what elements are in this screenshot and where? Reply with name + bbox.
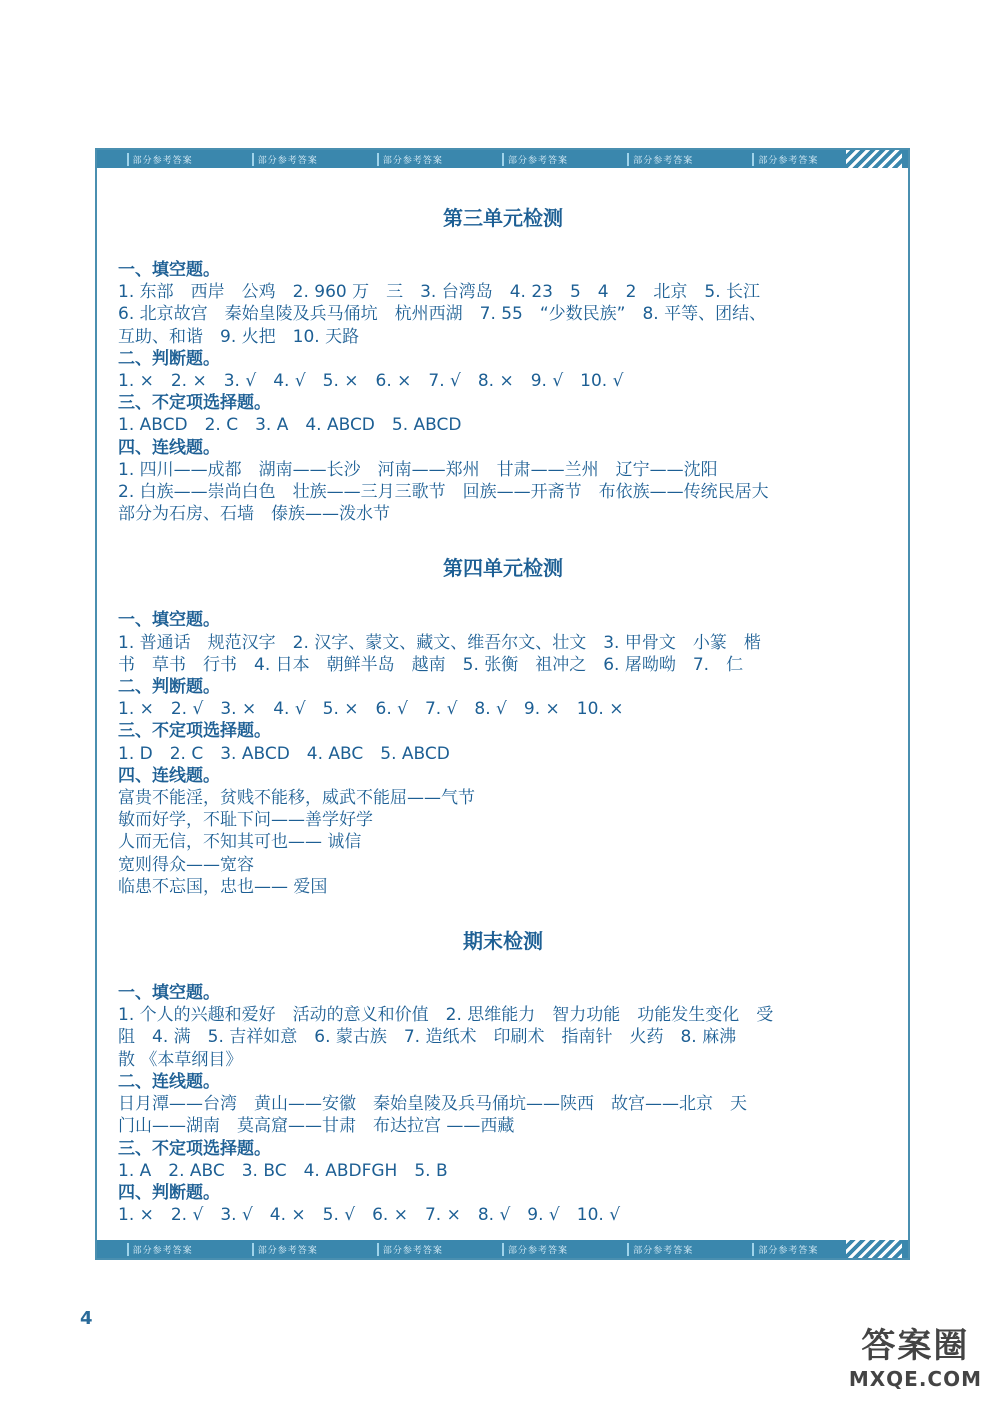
section-heading: 二、连线题。 — [118, 1071, 220, 1092]
section-heading: 四、判断题。 — [118, 1182, 220, 1203]
answer-line: 1. × 2. × 3. √ 4. √ 5. × 6. × 7. √ 8. × 9. √ 10. √ — [118, 371, 624, 392]
section-heading: 一、填空题。 — [118, 260, 220, 280]
unit-gap — [118, 525, 888, 555]
section-heading: 二、判断题。 — [118, 677, 220, 698]
answer-line: 宽则得众——宽容 — [118, 854, 254, 875]
answer-line: 门山——湖南 莫高窟——甘肃 布达拉宫 ——西藏 — [118, 1116, 515, 1137]
page-number: 4 — [80, 1308, 93, 1329]
band-tag: 部分参考答案 — [627, 153, 693, 166]
answer-line: 1. A 2. ABC 3. BC 4. ABDFGH 5. B — [118, 1160, 448, 1181]
answer-line: 日月潭——台湾 黄山——安徽 秦始皇陵及兵马俑坑——陕西 故宫——北京 天 — [118, 1094, 747, 1115]
answer-line: 6. 北京故宫 秦始皇陵及兵马俑坑 杭州西湖 7. 55 “少数民族” 8. 平等、团结、 — [118, 304, 767, 325]
answer-content — [118, 205, 888, 1226]
answer-line: 1. 普通话 规范汉字 2. 汉字、蒙文、藏文、维吾尔文、壮文 3. 甲骨文 小篆 楷 — [118, 632, 761, 653]
bottom-band — [97, 1240, 908, 1258]
band-tag: 部分参考答案 — [252, 153, 318, 166]
section-heading: 四、连线题。 — [118, 765, 220, 786]
band-tag: 部分参考答案 — [127, 153, 193, 166]
stripes-decoration — [846, 1240, 902, 1258]
answer-line: 敏而好学，不耻下问——善学好学 — [118, 810, 373, 831]
answer-line: 1. ABCD 2. C 3. A 4. ABCD 5. ABCD — [118, 415, 462, 436]
band-tag: 部分参考答案 — [127, 1243, 193, 1256]
answer-line: 临患不忘国，忠也—— 爱国 — [118, 876, 328, 897]
answer-line: 人而无信，不知其可也—— 诚信 — [118, 832, 362, 853]
band-tag: 部分参考答案 — [627, 1243, 693, 1256]
section-heading: 三、不定项选择题。 — [118, 1138, 271, 1159]
band-tag: 部分参考答案 — [502, 1243, 568, 1256]
band-tag: 部分参考答案 — [252, 1243, 318, 1256]
site-watermark — [849, 1318, 982, 1391]
answer-line: 富贵不能淫，贫贱不能移，威武不能屈——气节 — [118, 788, 475, 809]
answer-line: 1. × 2. √ 3. √ 4. × 5. √ 6. × 7. × 8. √ 9. √ 10. √ — [118, 1205, 621, 1226]
unit-gap — [118, 898, 888, 928]
section-heading: 三、不定项选择题。 — [118, 393, 271, 414]
watermark-url: MXQE.COM — [848, 1367, 982, 1391]
answer-line: 部分为石房、石墙 傣族——泼水节 — [118, 504, 390, 525]
answer-line: 1. 个人的兴趣和爱好 活动的意义和价值 2. 思维能力 智力功能 功能发生变化 受 — [118, 1005, 774, 1026]
section-heading: 三、不定项选择题。 — [118, 721, 271, 742]
answer-line: 阻 4. 满 5. 吉祥如意 6. 蒙古族 7. 造纸术 印刷术 指南针 火药 8. 麻沸 — [118, 1027, 737, 1048]
band-tag: 部分参考答案 — [377, 1243, 443, 1256]
answer-line: 书 草书 行书 4. 日本 朝鲜半岛 越南 5. 张衡 祖冲之 6. 屠呦呦 7. 仁 — [118, 654, 744, 675]
section-heading: 四、连线题。 — [118, 437, 220, 458]
answer-line: 散 《本草纲目》 — [118, 1049, 243, 1070]
band-tag: 部分参考答案 — [377, 153, 443, 166]
answer-line: 1. 四川——成都 湖南——长沙 河南——郑州 甘肃——兰州 辽宁——沈阳 — [118, 459, 718, 480]
stripes-decoration — [846, 150, 902, 168]
unit-title: 第四单元检测 — [443, 556, 563, 581]
answer-line: 1. × 2. √ 3. × 4. √ 5. × 6. √ 7. √ 8. √ 9. × 10. × — [118, 699, 624, 720]
answer-line: 互助、和谐 9. 火把 10. 天路 — [118, 326, 360, 347]
band-tag: 部分参考答案 — [502, 153, 568, 166]
section-heading: 二、判断题。 — [118, 348, 220, 369]
answer-line: 2. 白族——崇尚白色 壮族——三月三歌节 回族——开斋节 布依族——传统民居大 — [118, 482, 769, 503]
top-band — [97, 150, 908, 168]
answer-line: 1. D 2. C 3. ABCD 4. ABC 5. ABCD — [118, 743, 450, 764]
band-tag: 部分参考答案 — [752, 153, 818, 166]
band-tag: 部分参考答案 — [752, 1243, 818, 1256]
unit-title: 期末检测 — [463, 929, 543, 954]
section-heading: 一、填空题。 — [118, 983, 220, 1004]
section-heading: 一、填空题。 — [118, 610, 220, 631]
unit-title: 第三单元检测 — [443, 206, 563, 230]
watermark-logo-text: 答案圈 — [861, 1326, 970, 1366]
answer-line: 1. 东部 西岸 公鸡 2. 960 万 三 3. 台湾岛 4. 23 5 4 2 北京 5. 长江 — [118, 282, 761, 303]
